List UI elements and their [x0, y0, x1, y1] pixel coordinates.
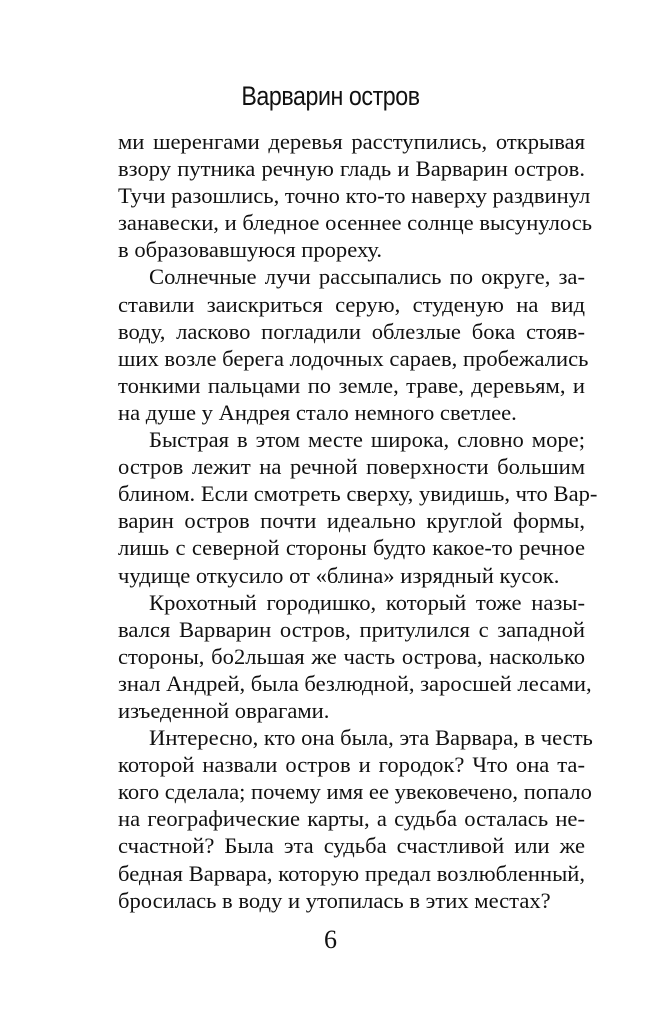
text-line: воду, ласково погладили облезлые бока стояв- [118, 318, 585, 344]
text-line: ми шеренгами деревья расступились, открывая [118, 129, 585, 154]
text-line: тонкими пальцами по земле, траве, деревьям, и [118, 372, 585, 398]
text-line: остров лежит на речной поверхности большим [118, 454, 585, 480]
text-line: стороны, бо2льшая же часть острова, насколько [118, 643, 585, 669]
text-line: блином. Если смотреть сверху, увидишь, что Вар- [118, 481, 598, 507]
paragraph-5 [118, 724, 593, 914]
text-line: ших возле берега лодочных сараев, пробежались [118, 345, 589, 371]
text-line: вался Варварин остров, притулился с западной [118, 616, 585, 642]
text-line: взору путника речную гладь и Варварин остров. [118, 156, 585, 182]
paragraph-4 [118, 589, 592, 724]
paragraph-1 [118, 128, 593, 263]
paragraph-3 [118, 426, 598, 589]
text-line: бедная Варвара, которую предал возлюбленный, [118, 860, 585, 886]
page-number: 6 [324, 925, 337, 954]
running-title: Варварин остров [241, 81, 420, 111]
text-line: Крохотный городишко, который тоже назы- [149, 589, 585, 615]
text-line: на географические карты, а судьба осталась не- [118, 806, 585, 832]
text-line: чудище откусило от «блина» изрядный кусок. [118, 562, 560, 588]
text-line: Быстрая в этом месте широка, словно море; [149, 427, 585, 453]
text-line: знал Андрей, была безлюдной, заросшей лесами, [118, 670, 592, 696]
text-line: счастной? Была эта судьба счастливой или же [118, 833, 585, 859]
text-line: бросилась в воду и утопилась в этих местах? [118, 887, 551, 913]
text-line: кого сделала; почему имя ее увековечено, попало [118, 779, 592, 805]
text-line: занавески, и бледное осеннее солнце высунулось [118, 210, 593, 236]
text-line: Тучи разошлись, точно кто-то наверху раздвинул [118, 183, 591, 209]
paragraph-2 [118, 263, 589, 426]
text-line: Интересно, кто она была, эта Варвара, в честь [149, 725, 593, 751]
text-line: Солнечные лучи рассыпались по округе, за- [149, 264, 585, 290]
text-line: которой назвали остров и городок? Что она та- [118, 752, 585, 778]
text-line: в образовавшуюся прореху. [118, 237, 383, 263]
text-line: варин остров почти идеально круглой формы, [118, 508, 585, 534]
text-line: на душе у Андрея стало немного светлее. [118, 399, 517, 425]
text-line: изъеденной оврагами. [118, 697, 330, 723]
body-text [118, 128, 598, 914]
text-line: лишь с северной стороны будто какое-то речное [118, 535, 585, 561]
text-line: ставили заискриться серую, студеную на вид [118, 291, 585, 317]
